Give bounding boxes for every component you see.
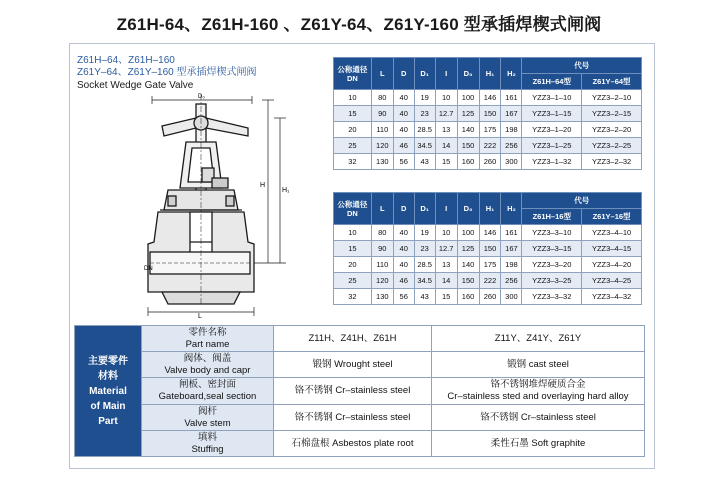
header-model-1: Z61H–16型 [522,209,582,225]
spec-table-16 [333,192,642,305]
subtitle-english: Socket Wedge Gate Valve [77,80,194,91]
header-l: L [371,58,393,90]
table-row: 阀杆 Valve stem 铬不锈钢 Cr–stainless steel 铬不锈钢 Cr–stainless steel [75,405,645,431]
table-row: 20 110 40 28.5 13 140 175 198 YZZ3–1–20 YZZ3–2–20 [334,122,642,138]
table-row: 15 90 40 23 12.7 125 150 167 YZZ3–3–15 YZZ3–4–15 [334,241,642,257]
label-h1: H₁ [282,187,290,194]
header-d: D [393,58,414,90]
models-col1-header: Z11H、Z41H、Z61H [274,326,432,352]
header-code: 代号 [522,58,642,74]
subtitle-models-h: Z61H–64、Z61H–160 [77,55,175,66]
part-name-header: 零件名称 Part name [142,326,274,352]
header-model-2: Z61Y–64型 [582,74,642,90]
spec-table-64 [333,57,642,170]
table-row: 20 110 40 28.5 13 140 175 198 YZZ3–3–20 YZZ3–4–20 [334,257,642,273]
table-row: 填料 Stuffing 石棉盘根 Asbestos plate root 柔性石墨 Soft graphite [75,431,645,457]
header-dn: 公称通径 DN [334,193,372,225]
materials-table [74,325,645,457]
label-dn: DN [144,266,153,272]
header-model-2: Z61Y–16型 [582,209,642,225]
header-do: D₀ [457,58,479,90]
materials-side-label: 主要零件 材料 Material of Main Part [75,326,142,457]
label-l: L [198,313,202,318]
table-row: 25 120 46 34.5 14 150 222 256 YZZ3–1–25 YZZ3–2–25 [334,138,642,154]
table-row: 32 130 56 43 15 160 260 300 YZZ3–3–32 YZZ3–4–32 [334,289,642,305]
subtitle-models-y: Z61Y–64、Z61Y–160 型承插焊楔式闸阀 [77,67,257,78]
table-row: 10 80 40 19 10 100 146 161 YZZ3–1–10 YZZ3–2–10 [334,90,642,106]
header-h1: H₁ [479,58,501,90]
header-code: 代号 [522,193,642,209]
table-row: 10 80 40 19 10 100 146 161 YZZ3–3–10 YZZ3–4–10 [334,225,642,241]
header-do: D₀ [457,193,479,225]
table-row: 15 90 40 23 12.7 125 150 167 YZZ3–1–15 YZZ3–2–15 [334,106,642,122]
header-dn: 公称通径 DN [334,58,372,90]
label-h: H [260,182,266,189]
table-row: 闸板、密封面 Gateboard,seal section 铬不锈钢 Cr–stainless steel 铬不锈钢堆焊硬质合金 Cr–stainless sted and overlaying hard alloy [75,378,645,405]
header-i: I [435,58,457,90]
header-h1: H₁ [479,193,501,225]
valve-drawing [142,92,302,318]
header-d1: D₁ [414,193,435,225]
table-row: 25 120 46 34.5 14 150 222 256 YZZ3–3–25 YZZ3–4–25 [334,273,642,289]
table-row: 阀体、阀盖 Valve body and capr 锻钢 Wrought steel 锻钢 cast steel [75,352,645,378]
label-do: D₀ [198,94,205,100]
page-title: Z61H-64、Z61H-160 、Z61Y-64、Z61Y-160 型承插焊楔式闸阀 [116,15,602,34]
header-d1: D₁ [414,58,435,90]
header-d: D [393,193,414,225]
header-model-1: Z61H–64型 [522,74,582,90]
models-col2-header: Z11Y、Z41Y、Z61Y [432,326,645,352]
table-row: 32 130 56 43 15 160 260 300 YZZ3–1–32 YZZ3–2–32 [334,154,642,170]
header-h2: H₂ [501,58,522,90]
header-i: I [435,193,457,225]
header-l: L [371,193,393,225]
header-h2: H₂ [501,193,522,225]
